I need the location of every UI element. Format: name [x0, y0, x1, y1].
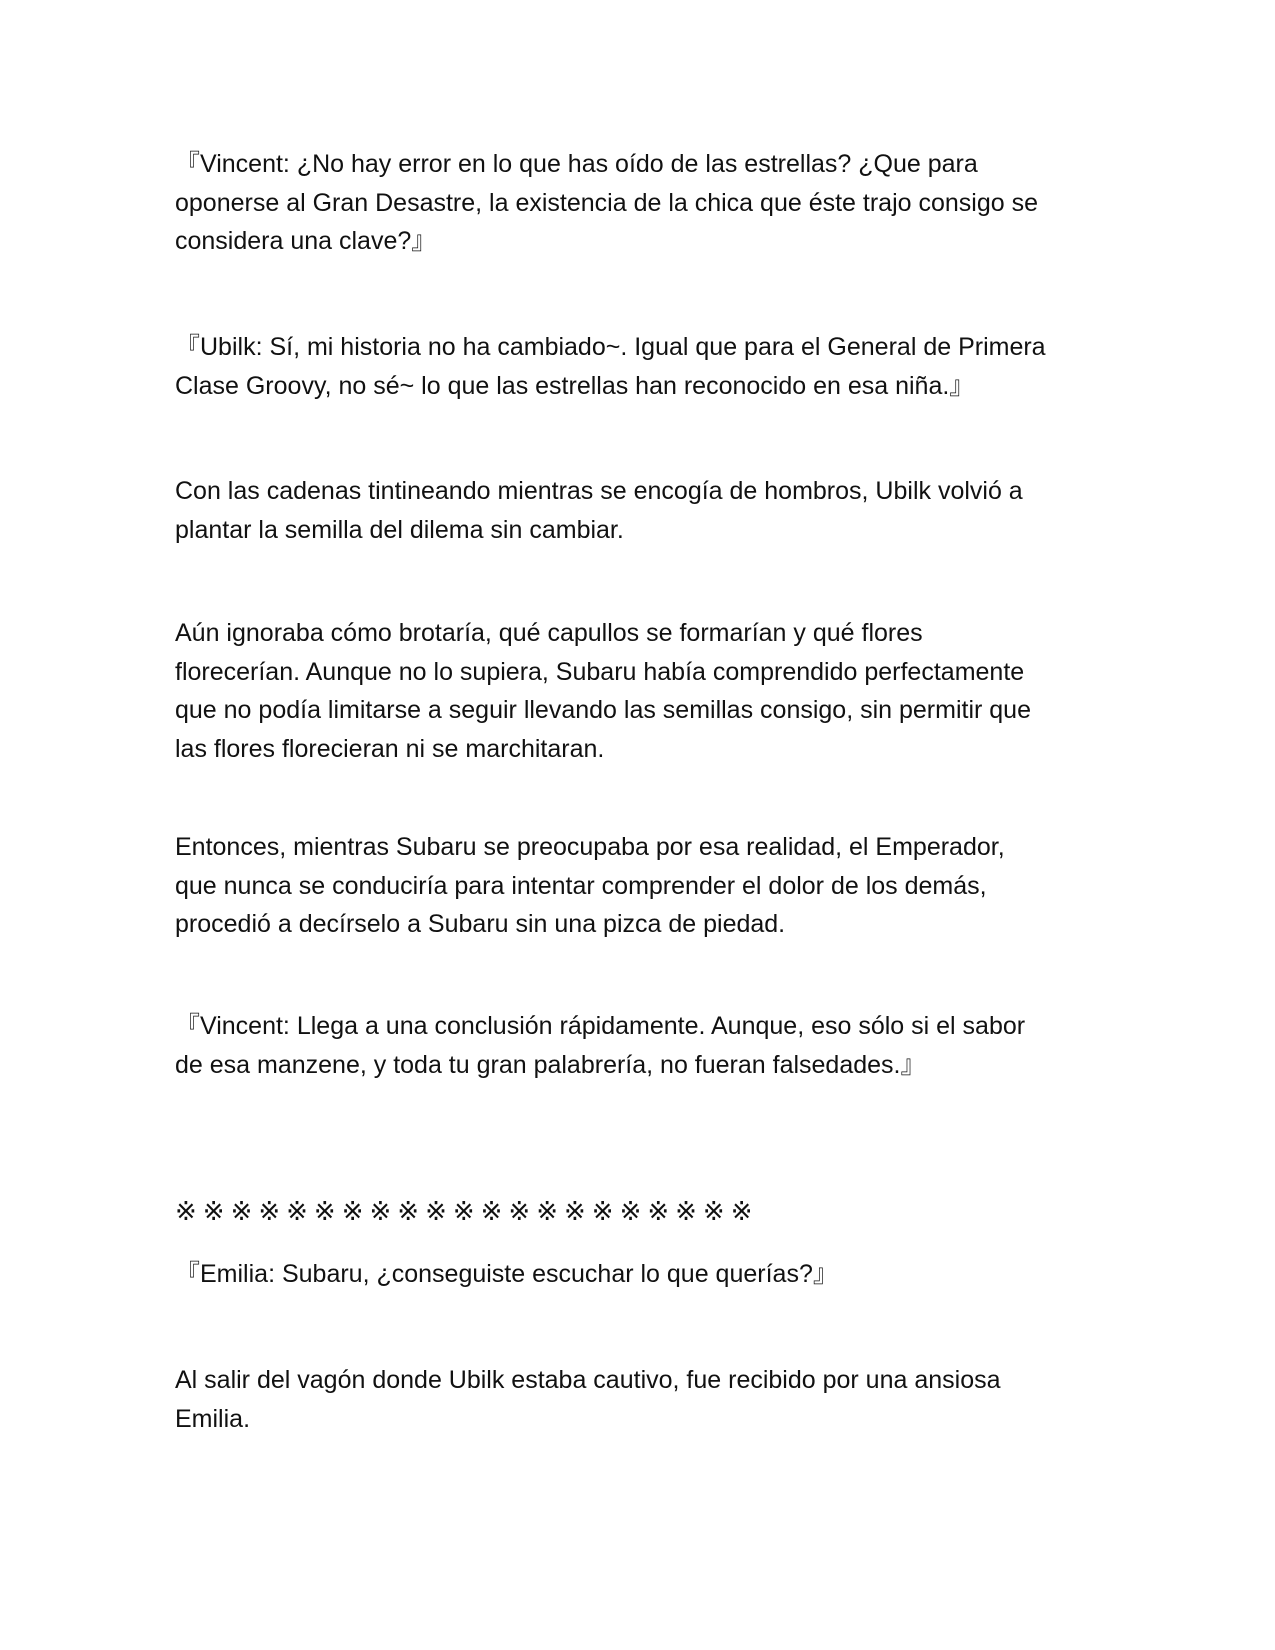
paragraph-vincent-dialogue-1 [175, 145, 1105, 261]
text-line: de esa manzene, y toda tu gran palabrería, no fueran falsedades.』 [175, 1050, 926, 1079]
paragraph-emilia-dialogue [175, 1255, 1105, 1294]
text-line: Emilia. [175, 1404, 251, 1433]
text-line: oponerse al Gran Desastre, la existencia de la chica que éste trajo consigo se [175, 188, 1038, 217]
text-line: florecerían. Aunque no lo supiera, Subaru había comprendido perfectamente [175, 657, 1025, 686]
text-line: procedió a decírselo a Subaru sin una pizca de piedad. [175, 910, 786, 938]
paragraph-narration-flowers [175, 614, 1105, 768]
text-line: que nunca se conduciría para intentar comprender el dolor de los demás, [175, 871, 987, 900]
text-line: Aún ignoraba cómo brotaría, qué capullos se formarían y qué flores [175, 619, 923, 647]
text-line: Con las cadenas tintineando mientras se encogía de hombros, Ubilk volvió a [175, 477, 1023, 505]
text-line: 『Vincent: Llega a una conclusión rápidamente. Aunque, eso sólo si el sabor [175, 1012, 1026, 1040]
paragraph-narration-chains [175, 472, 1105, 549]
text-line: 『Ubilk: Sí, mi historia no ha cambiado~. Igual que para el General de Primera [175, 333, 1046, 361]
paragraph-narration-emperor [175, 828, 1105, 944]
text-line: considera una clave?』 [175, 227, 437, 255]
text-line: que no podía limitarse a seguir llevando las semillas consigo, sin permitir que [175, 696, 1031, 724]
text-line: Entonces, mientras Subaru se preocupaba por esa realidad, el Emperador, [175, 833, 1005, 861]
text-line: 『Vincent: ¿No hay error en lo que has oído de las estrellas? ¿Que para [175, 150, 978, 178]
text-line: plantar la semilla del dilema sin cambiar. [175, 515, 624, 544]
paragraph-vincent-dialogue-2 [175, 1007, 1105, 1084]
scene-break-separator: ※※※※※※※※※※※※※※※※※※※※※ [175, 1197, 759, 1227]
paragraph-ubilk-dialogue [175, 328, 1105, 405]
text-line: Al salir del vagón donde Ubilk estaba cautivo, fue recibido por una ansiosa [175, 1366, 1001, 1394]
paragraph-narration-wagon [175, 1361, 1105, 1438]
text-line: 『Emilia: Subaru, ¿conseguiste escuchar lo que querías?』 [175, 1260, 838, 1288]
text-line: las flores florecieran ni se marchitaran. [175, 734, 605, 763]
text-line: Clase Groovy, no sé~ lo que las estrellas han reconocido en esa niña.』 [175, 371, 975, 400]
